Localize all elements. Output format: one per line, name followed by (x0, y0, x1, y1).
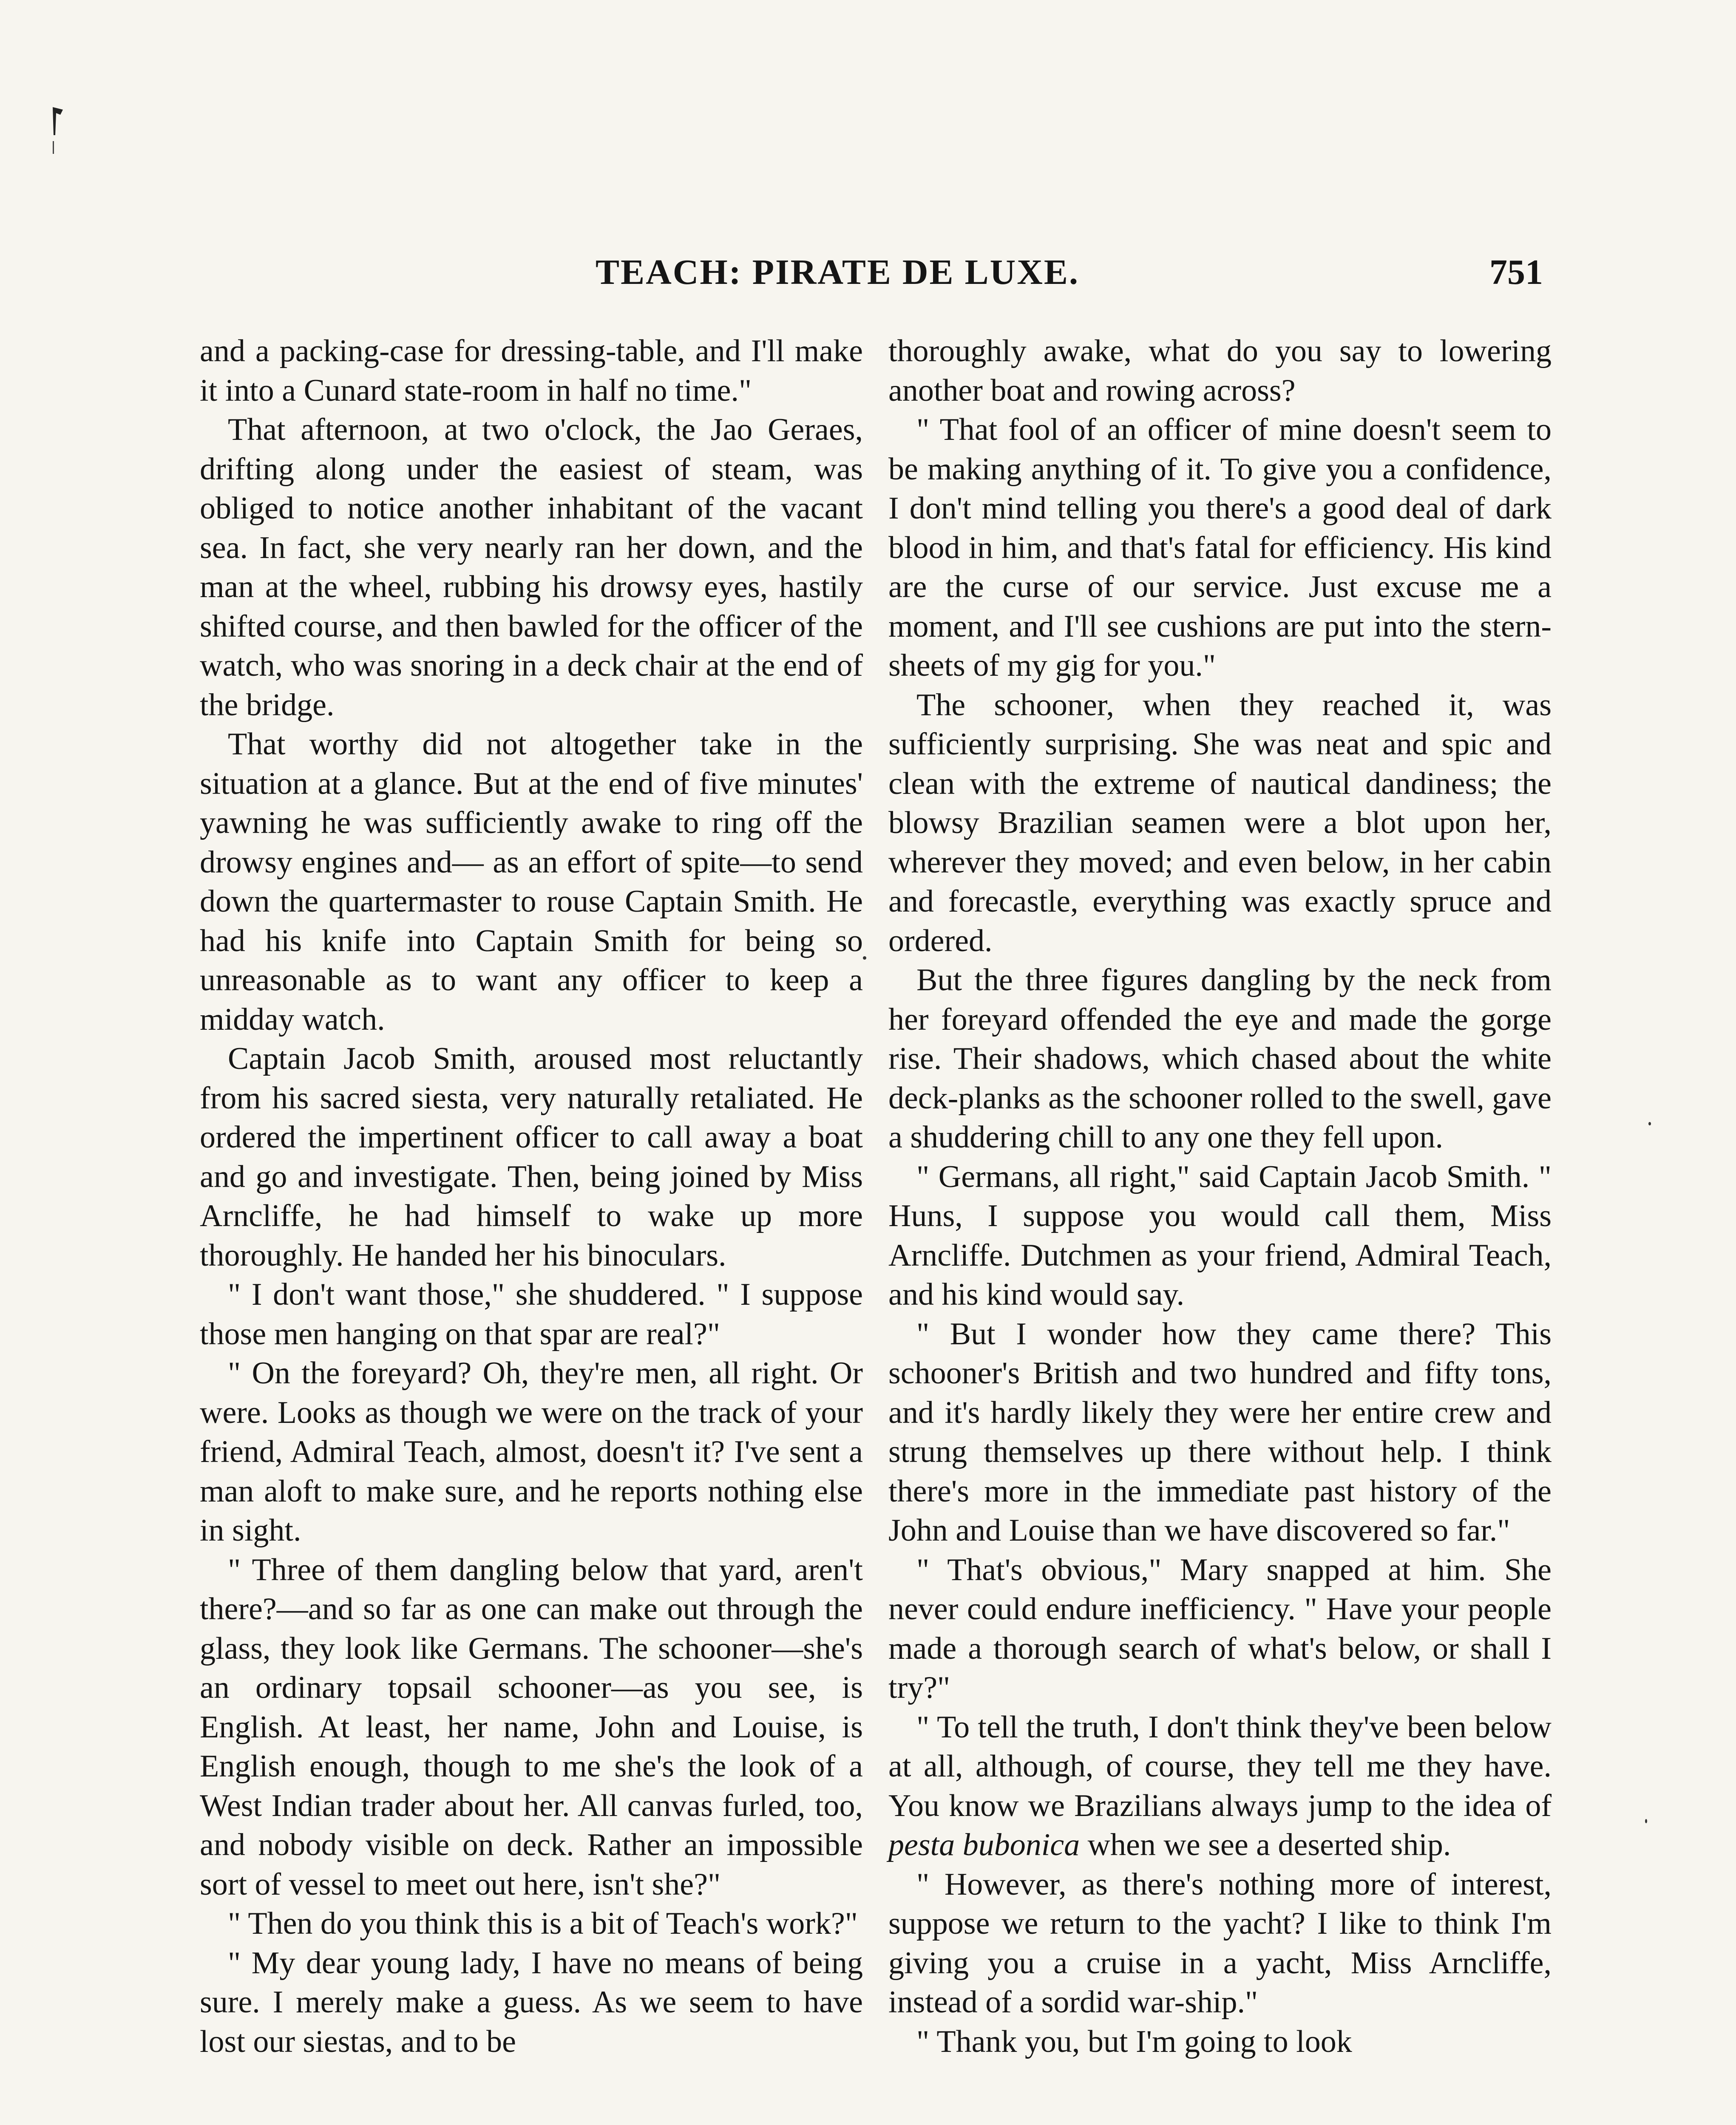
running-title: TEACH: PIRATE DE LUXE. (596, 252, 1079, 292)
paragraph: " Thank you, but I'm going to look (916, 2024, 1352, 2059)
paragraph: " Then do you think this is a bit of Teach's work?" (228, 1906, 858, 1941)
left-column (200, 332, 863, 2061)
paragraph: " Germans, all right," said Captain Jacob Smith. " Huns, I suppose you would call them, Miss Arncliffe. Dutchmen as your friend, Admiral Teach, and his kind would say. (888, 1159, 1552, 1312)
paragraph: " To tell the truth, I don't think they've been below at all, although, of course, they tell me they have. You know we Brazilians always jump to the idea of pesta bubonica when we see a deserted ship. (888, 1709, 1552, 1862)
ink-speck (1645, 1819, 1647, 1823)
paragraph: and a packing-case for dressing-table, and I'll make it into a Cunard state-room in half no time." (200, 334, 863, 408)
paragraph: " But I wonder how they came there? This schooner's British and two hundred and fifty tons, and it's hardly likely they were her entire crew and strung themselves up there without help. I think there's more in the immediate past history of the John and Louise than we have discovered so far." (888, 1316, 1552, 1548)
page-number: 751 (1489, 252, 1543, 292)
paragraph: " On the foreyard? Oh, they're men, all right. Or were. Looks as though we were on the track of your friend, Admiral Teach, almost, doesn't it? I've sent a man aloft to make sure, and he reports nothing else in sight. (200, 1356, 863, 1548)
paragraph: " My dear young lady, I have no means of being sure. I merely make a guess. As we seem to have lost our siestas, and to be (200, 1945, 863, 2059)
ink-speck (1648, 1122, 1651, 1125)
paragraph: " Three of them dangling below that yard, aren't there?—and so far as one can make out through the glass, they look like Germans. The schooner—she's an ordinary topsail schooner—as you see, is English. At least, her name, John and Louise, is English enough, though to me she's the look of a West Indian trader about her. All canvas furled, too, and nobody visible on deck. Rather an impossible sort of vessel to meet out here, isn't she?" (200, 1552, 863, 1902)
italic-phrase: pesta bubonica (888, 1828, 1080, 1862)
page-header (200, 252, 1543, 303)
paragraph: That afternoon, at two o'clock, the Jao Geraes, drifting along under the easiest of steam, was obliged to notice another inhabitant of the vacant sea. In fact, she very nearly ran her down, and the man at the wheel, rubbing his drowsy eyes, hastily shifted course, and then bawled for the officer of the watch, who was snoring in a deck chair at the end of the bridge. (200, 412, 863, 722)
paragraph: The schooner, when they reached it, was sufficiently surprising. She was neat and spic and clean with the extreme of nautical dandiness; the blowsy Brazilian seamen were a blot upon her, wherever they moved; and even below, in her cabin and forecastle, everything was exactly spruce and ordered. (888, 687, 1552, 958)
paragraph: That worthy did not altogether take in the situation at a glance. But at the end of five minutes' yawning he was sufficiently awake to ring off the drowsy engines and— as an effort of spite—to send down the quartermaster to rouse Captain Smith. He had his knife into Captain Smith for being so unreasonable as to want any officer to keep a midday watch. (200, 727, 863, 1037)
paragraph: thoroughly awake, what do you say to lowering another boat and rowing across? (888, 334, 1552, 408)
paragraph: Captain Jacob Smith, aroused most reluctantly from his sacred siesta, very naturally retaliated. He ordered the impertinent officer to call away a boat and go and investigate. Then, being joined by Miss Arncliffe, he had himself to wake up more thoroughly. He handed her his binoculars. (200, 1041, 863, 1273)
paragraph: " I don't want those," she shuddered. " I suppose those men hanging on that spar are real?" (200, 1277, 863, 1352)
paragraph: " That fool of an officer of mine doesn't seem to be making anything of it. To give you a confidence, I don't mind telling you there's a good deal of dark blood in him, and that's fatal for efficiency. His kind are the curse of our service. Just excuse me a moment, and I'll see cushions are put into the stern-sheets of my gig for you." (888, 412, 1552, 683)
paragraph: " That's obvious," Mary snapped at him. She never could endure inefficiency. " Have your people made a thorough search of what's below, or shall I try?" (888, 1552, 1552, 1705)
paragraph: " However, as there's nothing more of interest, suppose we return to the yacht? I like to think I'm giving you a cruise in a yacht, Miss Arncliffe, instead of a sordid war-ship." (888, 1867, 1552, 2020)
ink-speck (863, 956, 866, 960)
paragraph: But the three figures dangling by the neck from her foreyard offended the eye and made the gorge rise. Their shadows, which chased about the white deck-planks as the schooner rolled to the swell, gave a shuddering chill to any one they fell upon. (888, 963, 1552, 1155)
corner-print-mark (50, 105, 67, 156)
right-column (888, 332, 1552, 2061)
